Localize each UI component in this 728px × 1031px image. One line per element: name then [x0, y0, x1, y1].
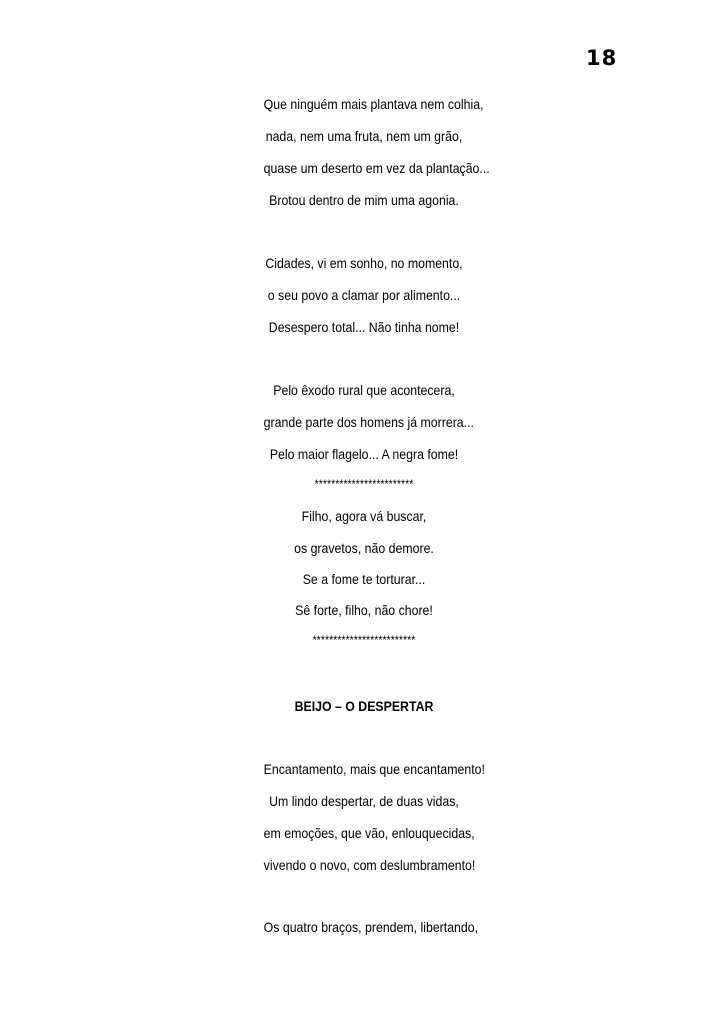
poem-line: Os quatro braços, prendem, libertando, [263, 919, 479, 935]
poem-line: o seu povo a clamar por alimento... [267, 287, 461, 303]
poem-line: nada, nem uma fruta, nem um grão, [265, 128, 463, 144]
poem-line: Sê forte, filho, não chore! [295, 602, 433, 618]
poem-line: Um lindo despertar, de duas vidas, [269, 793, 459, 809]
star-divider: ************************* [312, 633, 416, 647]
poem-line: Que ninguém mais plantava nem colhia, [263, 96, 484, 112]
poem-line: Filho, agora vá buscar, [301, 508, 427, 524]
page-number: 18 [586, 46, 618, 70]
poem-line: Desespero total... Não tinha nome! [268, 319, 460, 335]
poem-line: os gravetos, não demore. [294, 540, 434, 556]
poem-line: em emoções, que vão, enlouquecidas, [263, 825, 475, 841]
poem-line: Pelo maior flagelo... A negra fome! [269, 446, 459, 462]
poem-line: quase um deserto em vez da plantação... [263, 160, 490, 176]
poem-line: grande parte dos homens já morrera... [263, 414, 474, 430]
poem-line: vivendo o novo, com deslumbramento! [263, 857, 476, 873]
poem-line: Brotou dentro de mim uma agonia. [269, 192, 459, 208]
poem-line: Encantamento, mais que encantamento! [263, 761, 485, 777]
poem-line: Se a fome te torturar... [302, 571, 426, 587]
poem-line: Cidades, vi em sonho, no momento, [265, 255, 463, 271]
poem-title: BEIJO – O DESPERTAR [294, 698, 434, 714]
star-divider: ************************ [314, 477, 414, 491]
poem-line: Pelo êxodo rural que acontecera, [273, 382, 455, 398]
